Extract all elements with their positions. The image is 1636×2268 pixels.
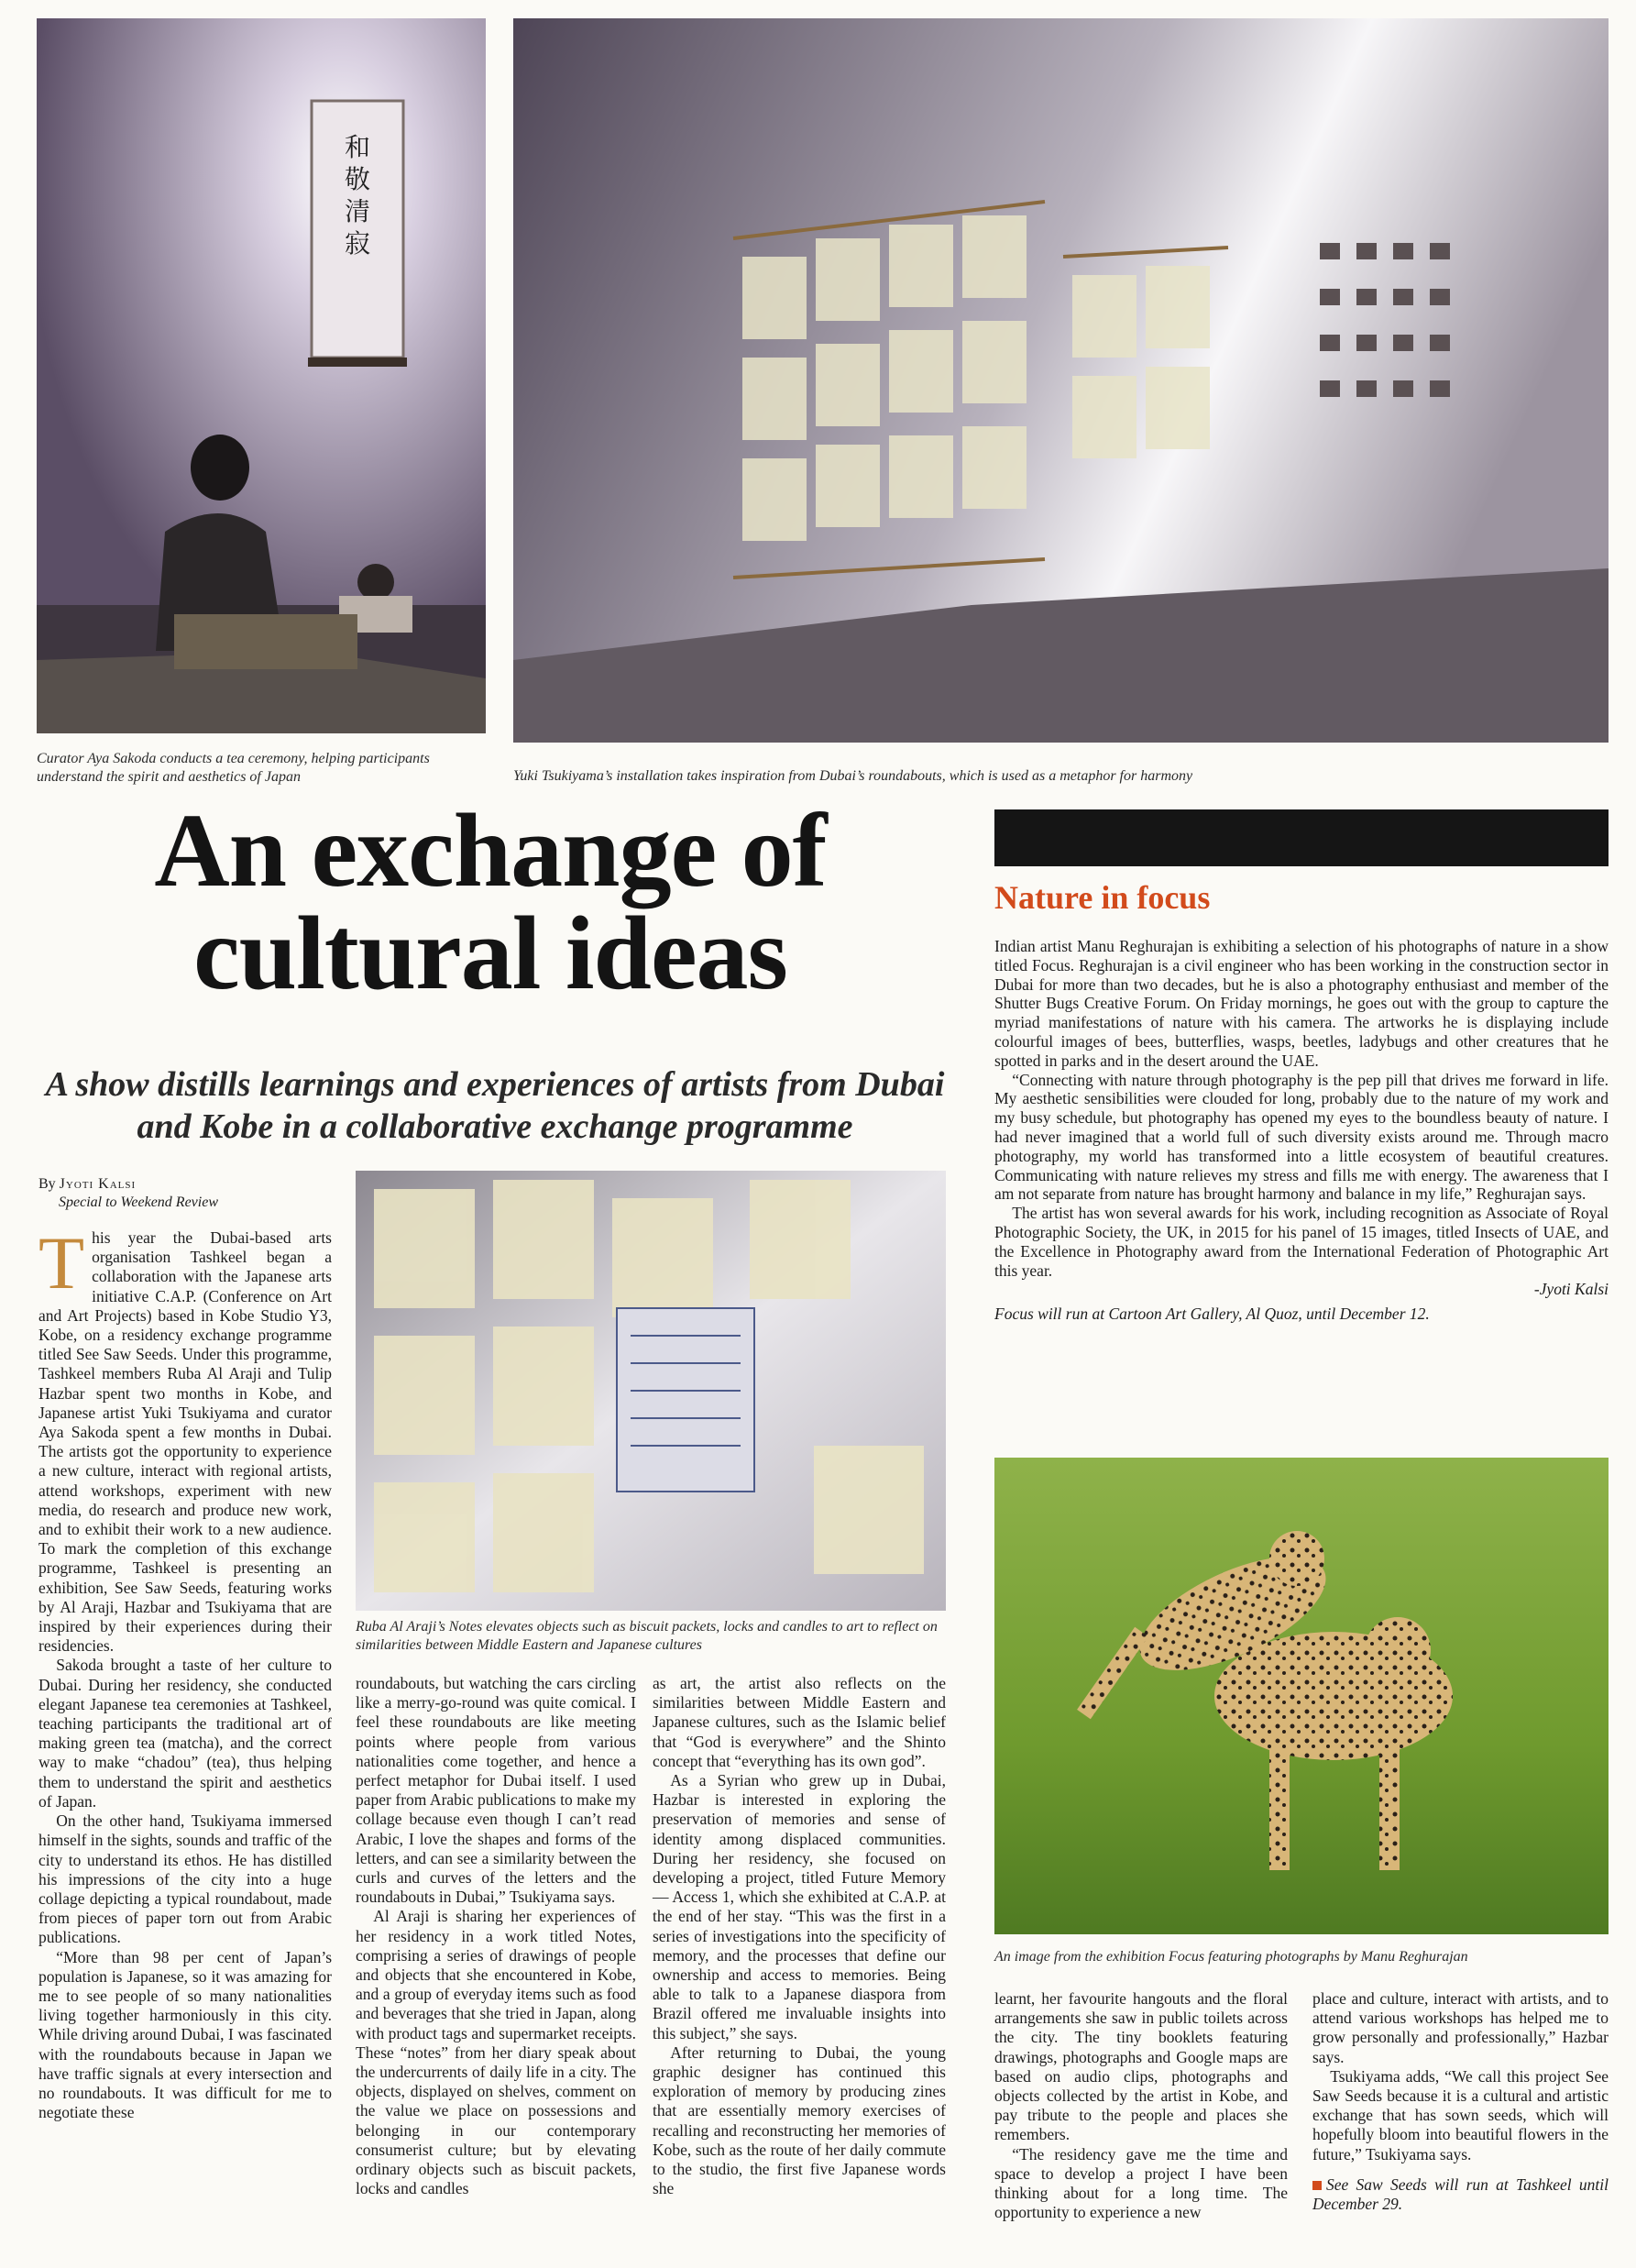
byline-name: Jyoti Kalsi [59, 1176, 137, 1192]
svg-text:寂: 寂 [344, 230, 371, 259]
article-column-2 [356, 1674, 636, 2198]
cheetah-photo [994, 1458, 1609, 1934]
sidebar-header-bar [994, 809, 1609, 866]
article-paragraph: learnt, her favourite hangouts and the floral arrangements she saw in public toilets across the city. The tiny booklets featuring drawings, photographs and Google maps are based on audio clips, photographs and objects collected by the artist in Kobe, and pay tribute to the people and places she remembers. [994, 1989, 1288, 2144]
article-column-3 [653, 1674, 946, 2198]
article-paragraph: On the other hand, Tsukiyama immersed himself in the sights, sounds and traffic of the city to understand its ethos. He has distilled his impressions of the city into a huge collage depicting a typical roundabout, made from pieces of paper torn out from Arabic publications. [38, 1811, 332, 1947]
article-column-1 [38, 1221, 332, 2122]
article-paragraph: Al Araji is sharing her experiences of her residency in a work titled Notes, comprising a series of drawings of people and objects that she encountered in Kobe, and a group of everyday items such as food and beverages that she tried in Japan, along with product tags and supermarket receipts. These “notes” from her diary speak about the undercurrents of daily life in a city. The objects, displayed on shelves, comment on the value we place on possessions and belonging in our contemporary consumerist culture; but by elevating ordinary objects such as biscuit packets, locks and candles [356, 1907, 636, 2198]
article-headline [37, 792, 944, 1011]
article-paragraph: “The residency gave me the time and space to develop a project I have been thinking about for a long time. The opportunity to experience a new [994, 2144, 1288, 2222]
article-paragraph: This year the Dubai-based arts organisation Tashkeel began a collaboration with the Japanese arts initiative C.A.P. (Conference on Art and Art Projects) based in Kobe Studio Y3, Kobe, on a residency exchange programme titled See Saw Seeds. Under this programme, Tashkeel members Ruba Al Araji and Tulip Hazbar spent two months in Kobe, and Japanese artist Yuki Tsukiyama and curator Aya Sakoda spent a few months in Dubai. The artists got the opportunity to experience a new culture, interact with regional artists, attend workshops, experiment with new media, do research and produce new work, and to exhibit their work to a new audience. To mark the completion of this exchange programme, Tashkeel is presenting an exhibition, See Saw Seeds, featuring works by Al Araji, Hazbar and Tsukiyama that are inspired by their experiences during their residencies. [38, 1221, 332, 1656]
byline-prefix: By [38, 1176, 56, 1192]
article-paragraph: After returning to Dubai, the young graphic designer has continued this exploration of memory by producing zines that are essentially memory exercises of recalling and reconstructing her memories of Kobe, such as the route of her daily commute to the studio, the first five Japanese words she [653, 2042, 946, 2198]
byline-role: Special to Weekend Review [59, 1195, 218, 1210]
article-paragraph: place and culture, interact with artists, and to attend various workshops has helped me to grow personally and professionally,” Hazbar says. [1312, 1989, 1609, 2066]
headline-line-1: An exchange of [154, 792, 827, 908]
article-column-5 [1312, 1989, 1609, 2214]
byline [38, 1175, 218, 1212]
sidebar-show-info: Focus will run at Cartoon Art Gallery, Al Quoz, until December 12. [994, 1305, 1430, 1324]
sidebar-paragraph: “Connecting with nature through photography is the pep pill that drives me forward in life. My aesthetic sensibilities were clouded for long, probably due to the nature of my work and my busy schedule, but photography has opened my eyes to the boundless beauty of nature. I had never imagined that a world full of such diversity exists around me. Through macro photography, my world has transformed into a little ecosystem of beautiful creatures. Communicating with nature relieves my stress and fills me with energy. The awareness that I am not separate from nature has brought harmony and balance in my life,” Reghurajan says. [994, 1070, 1609, 1204]
article-paragraph: Sakoda brought a taste of her culture to Dubai. During her residency, she conducted elegant Japanese tea ceremonies at Tashkeel, teaching participants the traditional art of making green tea (matcha), and the correct way to make “chadou” (tea), thus helping them to understand the spirit and aesthetics of Japan. [38, 1656, 332, 1811]
show-info-note: See Saw Seeds will run at Tashkeel until December 29. [1312, 2174, 1609, 2214]
article-paragraph: Tsukiyama adds, “We call this project See Saw Seeds because it is a cultural and artistic exchange that has sown seeds, which will hopefully bloom into beautiful flowers in the future,” Tsukiyama says. [1312, 2066, 1609, 2163]
cheetah-photo-caption: An image from the exhibition Focus featuring photographs by Manu Reghurajan [994, 1949, 1468, 1965]
svg-text:和: 和 [344, 134, 371, 162]
drop-cap: T [38, 1221, 85, 1305]
sidebar-paragraph: The artist has won several awards for his work, including recognition as Associate of Royal Photographic Society, the UK, in 2015 for his panel of 15 images, titled Insects of UAE, and the Excellence in Photography award from the International Federation of Photographic Art this year. [994, 1204, 1609, 1280]
installation-photo [513, 18, 1609, 743]
article-paragraph: roundabouts, but watching the cars circling like a merry-go-round was quite comical. I feel these roundabouts are like meeting points where people from various nationalities come together, and hence a perfect metaphor for Dubai itself. I used paper from Arabic publications to make my collage because even though I can’t read Arabic, I love the shapes and forms of the letters, and can see a similarity between the curls and curves of the letters and the roundabouts in Dubai,” Tsukiyama says. [356, 1674, 636, 1907]
notes-photo-caption: Ruba Al Araji’s Notes elevates objects such as biscuit packets, locks and candles to art to reflect on similarities between Middle Eastern and Japanese cultures [356, 1619, 938, 1653]
article-paragraph: As a Syrian who grew up in Dubai, Hazbar is interested in exploring the preservation of memories and sense of identity among displaced communities. During her residency, she focused on developing a project, titled Future Memory — Access 1, which she exhibited at C.A.P. at the end of her stay. “This was the first in a series of investigations into the specificity of memory, and the processes that define our ownership and access to memories. Being able to talk to a Japanese diaspora from Brazil offered me invaluable insights into this subject,” she says. [653, 1771, 946, 2042]
sidebar-text [994, 937, 1609, 1324]
notes-photo [356, 1171, 946, 1611]
sidebar-title: Nature in focus [994, 879, 1211, 916]
tea-ceremony-photo [37, 18, 486, 733]
article-paragraph: as art, the artist also reflects on the similarities between Middle Eastern and Japanese cultures, such as the Islamic belief that “God is everywhere” and the Shinto concept that “everything has its own god”. [653, 1674, 946, 1770]
tea-photo-caption: Curator Aya Sakoda conducts a tea ceremony, helping participants understand the spirit and aesthetics of Japan [37, 751, 430, 785]
bullet-square-icon [1312, 2181, 1322, 2190]
sidebar-credit: -Jyoti Kalsi [1533, 1280, 1609, 1299]
svg-text:清: 清 [344, 198, 371, 226]
svg-text:敬: 敬 [344, 166, 371, 194]
article-paragraph: “More than 98 per cent of Japan’s population is Japanese, so it was amazing for me to see people of so many nationalities living together harmoniously in this city. While driving around Dubai, I was fascinated with the roundabouts because in Japan we have traffic signals at every intersection and no roundabouts. It was difficult for me to negotiate these [38, 1947, 332, 2122]
article-column-4 [994, 1989, 1288, 2222]
article-subhead: A show distills learnings and experiences of artists from Dubai and Kobe in a collaborative exchange programme [45, 1065, 945, 1146]
installation-photo-caption: Yuki Tsukiyama’s installation takes inspiration from Dubai’s roundabouts, which is used as a metaphor for harmony [513, 768, 1193, 784]
sidebar-paragraph: Indian artist Manu Reghurajan is exhibiting a selection of his photographs of nature in a show titled Focus. Reghurajan is a civil engineer who has been working in the construction sector in Dubai for more than two decades, but he is also a photography enthusiast and member of the Shutter Bugs Creative Forum. On Friday mornings, he goes out with the group to capture the myriad manifestations of nature with his camera. The artworks he is displaying include colourful images of bees, butterflies, wasps, beetles, ladybugs and other creatures that he spotted in parks and in the desert around the UAE. [994, 937, 1609, 1070]
headline-line-2: cultural ideas [193, 895, 787, 1011]
